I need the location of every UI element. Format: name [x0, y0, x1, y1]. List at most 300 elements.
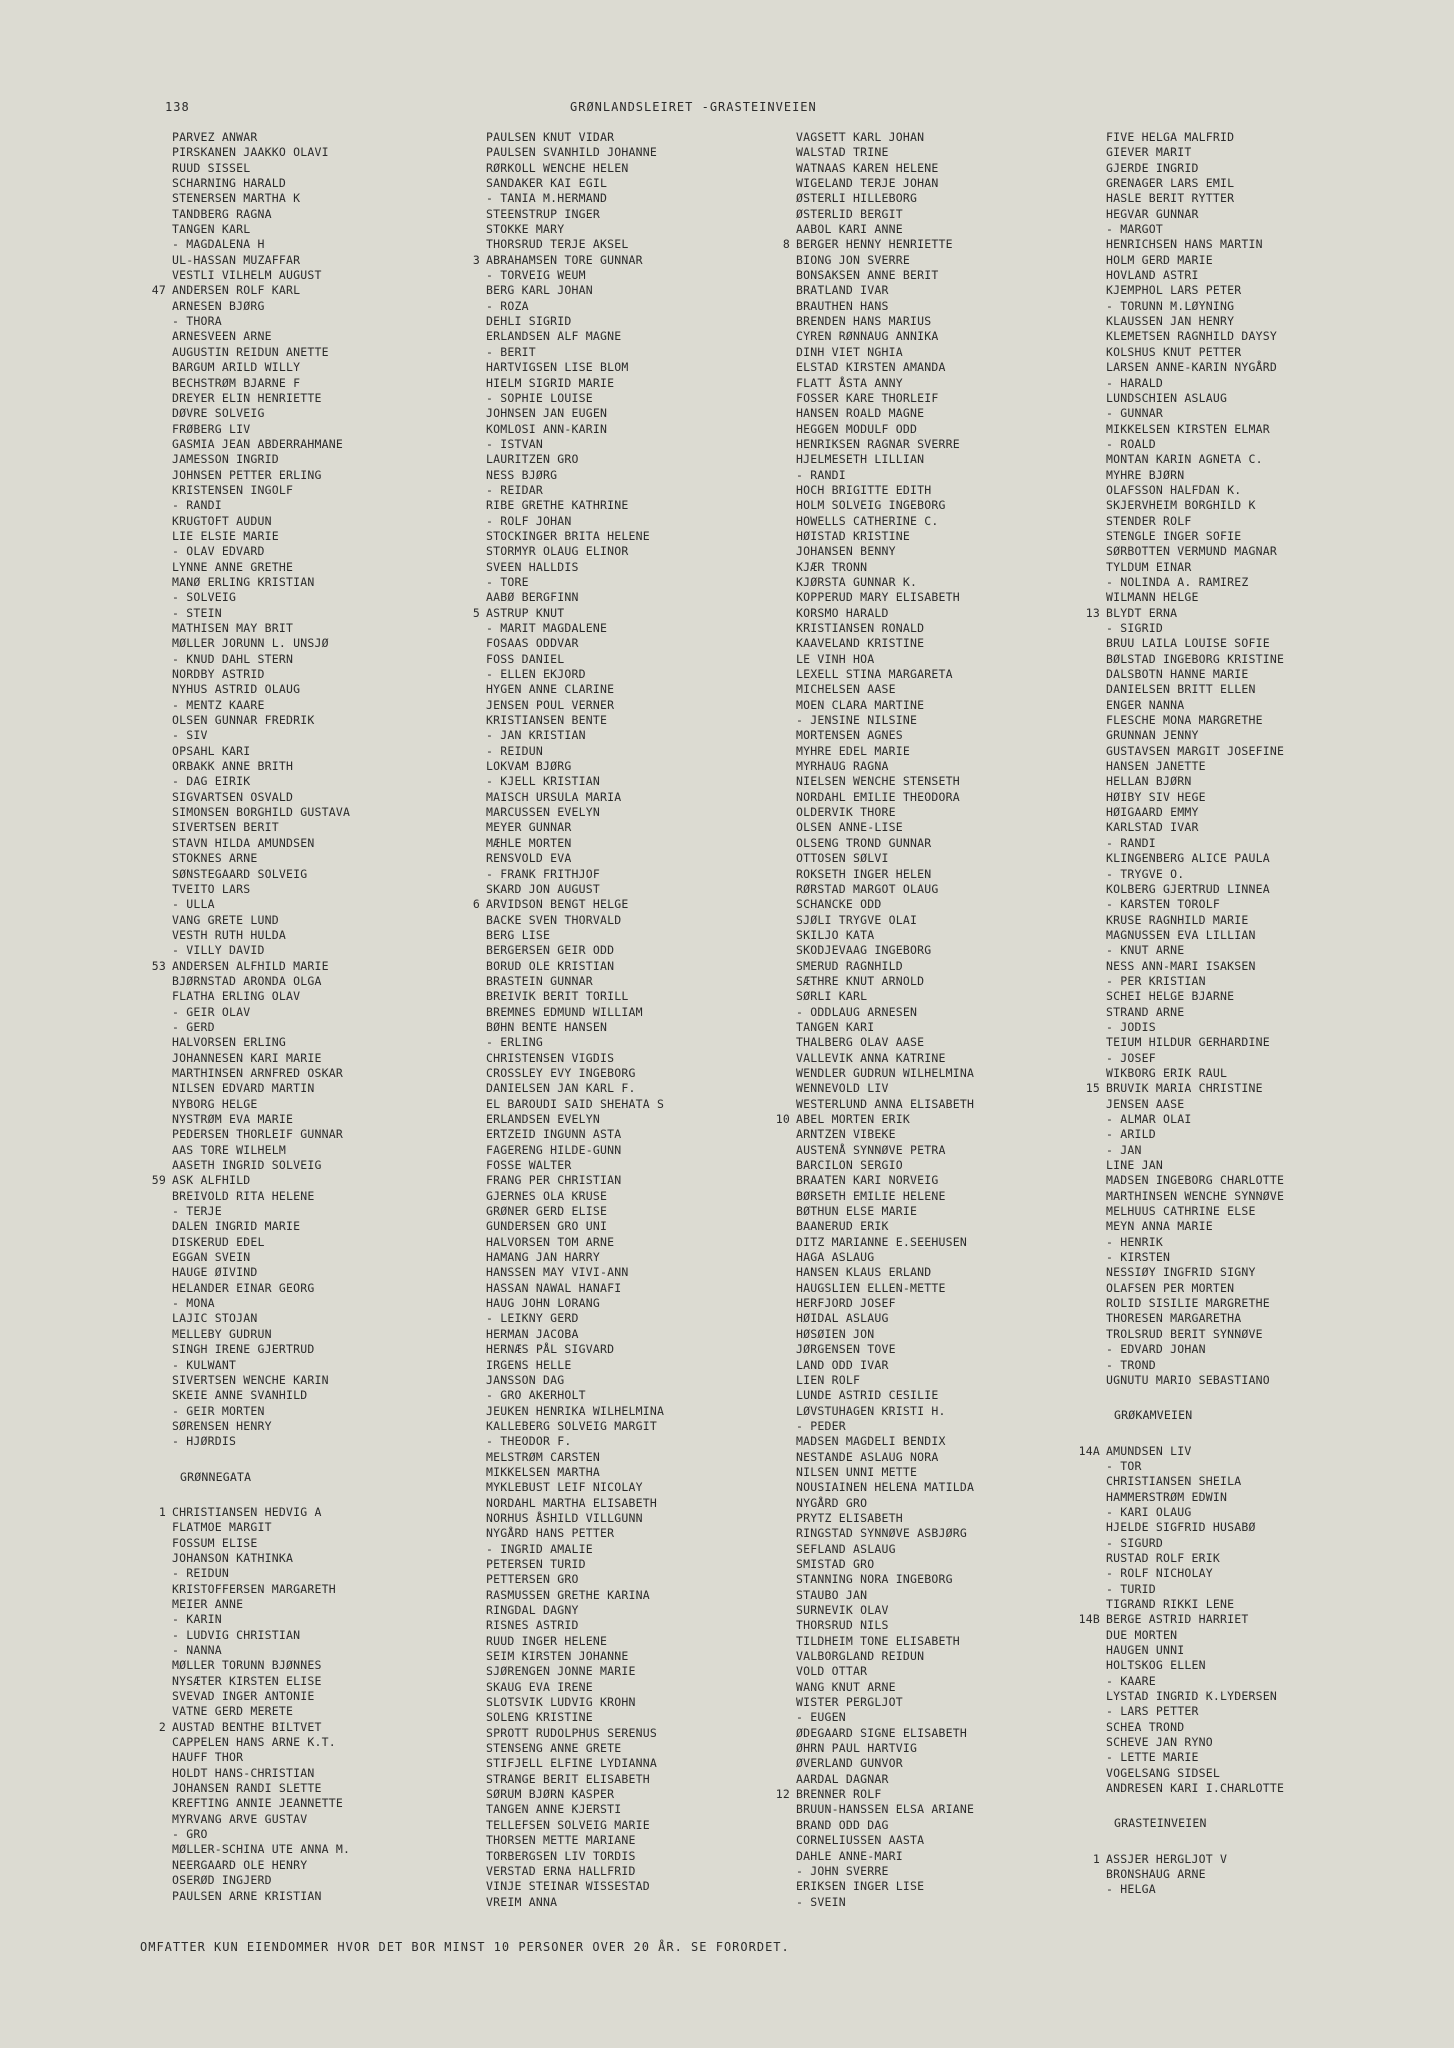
resident-name: - RANDI [796, 467, 846, 482]
resident-entry [796, 560, 1126, 575]
resident-entry [796, 483, 1126, 498]
resident-name: MELLEBY GUDRUN [172, 1326, 272, 1341]
resident-name: BAANERUD ERIK [796, 1219, 889, 1234]
resident-entry [172, 1127, 502, 1142]
resident-entry [172, 989, 502, 1004]
resident-entry [1106, 913, 1436, 928]
resident-name: HELLAN BJØRN [1106, 774, 1192, 789]
resident-name: SKJERVHEIM BORGHILD K [1106, 498, 1256, 513]
resident-entry [486, 1066, 816, 1081]
resident-entry [796, 283, 1126, 298]
resident-name: BERGE ASTRID HARRIET [1106, 1612, 1249, 1627]
resident-name: STENSENG ANNE GRETE [486, 1741, 622, 1756]
resident-entry [486, 974, 816, 989]
resident-name: TEIUM HILDUR GERHARDINE [1106, 1035, 1270, 1050]
resident-entry [1106, 1536, 1436, 1551]
resident-name: HAUGEN UNNI [1106, 1643, 1185, 1657]
resident-name: LØVSTUHAGEN KRISTI H. [796, 1403, 946, 1418]
resident-name: CHRISTENSEN VIGDIS [486, 1050, 615, 1065]
resident-entry [796, 176, 1126, 191]
resident-name: PETTERSEN GRO [486, 1572, 579, 1587]
resident-name: SVEEN HALLDIS [486, 559, 579, 574]
resident-name: - EDVARD JOHAN [1106, 1342, 1206, 1357]
resident-name: TVEITO LARS [172, 881, 251, 896]
resident-entry [1106, 345, 1436, 360]
resident-entry [796, 1588, 1126, 1603]
column-3 [775, 130, 1126, 1910]
resident-name: ANDERSEN ALFHILD MARIE [172, 958, 329, 973]
resident-name: DUE MORTEN [1106, 1627, 1178, 1642]
resident-entry [1106, 1720, 1436, 1735]
resident-name: LE VINH HOA [796, 651, 875, 666]
resident-entry [172, 590, 502, 605]
resident-entry [172, 1373, 502, 1388]
resident-entry [1106, 1520, 1436, 1535]
resident-name: VREIM ANNA [486, 1894, 558, 1909]
resident-name: SMISTAD GRO [796, 1556, 875, 1571]
resident-entry [486, 498, 816, 513]
resident-name: AARDAL DAGNAR [796, 1771, 889, 1786]
resident-name: BONSAKSEN ANNE BERIT [796, 268, 939, 283]
resident-entry [1106, 207, 1436, 222]
resident-name: - MARIT MAGDALENE [486, 621, 608, 635]
resident-entry [796, 222, 1126, 237]
resident-entry [796, 345, 1126, 360]
resident-entry [486, 636, 816, 651]
resident-name: CYREN RØNNAUG ANNIKA [796, 329, 939, 344]
resident-name: SCHARNING HARALD [172, 176, 286, 191]
resident-name: - THEODOR F. [486, 1434, 572, 1449]
resident-entry [486, 1020, 816, 1035]
resident-entry [172, 1658, 502, 1673]
resident-entry [486, 1327, 816, 1342]
resident-name: SCHEI HELGE BJARNE [1106, 989, 1235, 1004]
resident-name: KLEMETSEN RAGNHILD DAYSY [1106, 329, 1277, 344]
resident-name: BØRSETH EMILIE HELENE [796, 1188, 946, 1203]
resident-name: SØRUM BJØRN KASPER [486, 1787, 615, 1802]
resident-name: - TORE [486, 574, 529, 589]
resident-entry [172, 882, 502, 897]
spacer [1106, 1388, 1436, 1408]
resident-entry [1078, 1443, 1436, 1459]
resident-entry [472, 605, 816, 621]
resident-name: DAHLE ANNE-MARI [796, 1848, 903, 1863]
resident-entry [172, 207, 502, 222]
resident-entry [486, 1005, 816, 1020]
resident-entry [1106, 728, 1436, 743]
resident-name: - ERLING [486, 1035, 543, 1050]
resident-name: - GRO [172, 1827, 208, 1842]
resident-name: - ISTVAN [486, 436, 543, 451]
resident-entry [1106, 1173, 1436, 1188]
resident-entry [486, 1358, 816, 1373]
resident-name: KOPPERUD MARY ELISABETH [796, 590, 960, 605]
resident-name: - STEIN [172, 605, 222, 620]
resident-name: LINE JAN [1106, 1158, 1163, 1173]
resident-name: TANGEN KARI [796, 1019, 875, 1034]
resident-name: DANIELSEN JAN KARL F. [486, 1081, 636, 1096]
resident-name: VOGELSANG SIDSEL [1106, 1765, 1220, 1780]
resident-name: KORSMO HARALD [796, 605, 889, 620]
resident-entry [1106, 299, 1436, 314]
resident-entry [486, 207, 816, 222]
resident-name: ERIKSEN INGER LISE [796, 1879, 925, 1894]
resident-entry [1106, 468, 1436, 483]
resident-name: RINGDAL DAGNY [486, 1603, 579, 1617]
resident-entry [486, 1879, 816, 1894]
resident-name: JOHANSEN RANDI SLETTE [172, 1781, 322, 1796]
resident-name: WENDLER GUDRUN WILHELMINA [796, 1065, 975, 1080]
resident-name: TYLDUM EINAR [1106, 559, 1192, 574]
resident-name: SINGH IRENE GJERTRUD [172, 1342, 315, 1357]
resident-name: ABRAHAMSEN TORE GUNNAR [486, 252, 643, 267]
resident-name: MØLLER TORUNN BJØNNES [172, 1658, 322, 1673]
resident-name: MYKLEBUST LEIF NICOLAY [486, 1480, 643, 1495]
resident-entry [796, 1419, 1126, 1434]
resident-entry [172, 1873, 502, 1888]
resident-entry [796, 836, 1126, 851]
resident-entry [486, 1603, 816, 1618]
resident-name: - KARSTEN TOROLF [1106, 897, 1220, 912]
resident-entry [172, 1796, 502, 1811]
resident-entry [172, 391, 502, 406]
resident-entry [486, 1557, 816, 1572]
resident-entry [796, 1756, 1126, 1771]
resident-entry [486, 913, 816, 928]
resident-entry [172, 1674, 502, 1689]
resident-name: KOMLOSI ANN-KARIN [486, 421, 608, 436]
resident-entry [796, 1726, 1126, 1741]
resident-entry [486, 1189, 816, 1204]
house-number: 12 [775, 1787, 790, 1802]
resident-entry [172, 851, 502, 866]
resident-name: MARTHINSEN WENCHE SYNNØVE [1106, 1188, 1285, 1203]
resident-entry [1106, 391, 1436, 406]
resident-name: KRUGTOFT AUDUN [172, 513, 272, 528]
resident-entry [796, 1802, 1126, 1817]
resident-name: - TORVEIG WEUM [486, 268, 586, 283]
resident-entry [486, 959, 816, 974]
resident-entry [486, 621, 816, 636]
resident-name: JOHANSEN BENNY [796, 544, 896, 559]
resident-name: KRISTOFFERSEN MARGARETH [172, 1581, 336, 1596]
resident-name: KOLSHUS KNUT PETTER [1106, 344, 1242, 359]
resident-entry [796, 698, 1126, 713]
resident-name: - JOSEF [1106, 1050, 1156, 1065]
resident-name: THORESEN MARGARETHA [1106, 1311, 1242, 1326]
resident-entry [486, 790, 816, 805]
house-number: 13 [1085, 605, 1100, 620]
resident-name: MAGNUSSEN EVA LILLIAN [1106, 927, 1256, 942]
resident-entry [172, 145, 502, 160]
resident-entry [172, 529, 502, 544]
resident-name: BERG LISE [486, 927, 551, 942]
resident-entry [486, 836, 816, 851]
resident-name: SPROTT RUDOLPHUS SERENUS [486, 1725, 657, 1740]
resident-entry [486, 1127, 816, 1142]
house-number: 14B [1078, 1612, 1100, 1627]
resident-entry [796, 805, 1126, 820]
resident-entry [1106, 1342, 1436, 1357]
resident-entry [172, 1204, 502, 1219]
resident-name: HOLTSKOG ELLEN [1106, 1658, 1206, 1673]
resident-entry [172, 314, 502, 329]
resident-entry [1106, 1628, 1436, 1643]
resident-name: SKILJO KATA [796, 927, 875, 942]
resident-entry [1085, 605, 1436, 621]
resident-name: ASTRUP KNUT [486, 605, 565, 620]
resident-entry [1106, 667, 1436, 682]
resident-name: KLINGENBERG ALICE PAULA [1106, 851, 1270, 866]
resident-entry [1106, 943, 1436, 958]
resident-entry [172, 1051, 502, 1066]
resident-entry [486, 468, 816, 483]
resident-entry [172, 774, 502, 789]
resident-name: WALSTAD TRINE [796, 145, 889, 160]
resident-entry [172, 483, 502, 498]
resident-entry [775, 1112, 1126, 1127]
resident-name: ANDRESEN KARI I.CHARLOTTE [1106, 1781, 1285, 1796]
resident-name: ARNESEN BJØRG [172, 298, 265, 313]
resident-name: HERNÆS PÅL SIGVARD [486, 1342, 615, 1357]
resident-entry [1106, 636, 1436, 651]
resident-entry [172, 1342, 502, 1357]
resident-entry [796, 1204, 1126, 1219]
resident-entry [1106, 360, 1436, 375]
resident-entry [486, 1480, 816, 1495]
resident-entry [486, 1756, 816, 1771]
resident-entry [796, 1127, 1126, 1142]
column-4 [1078, 130, 1436, 1898]
resident-name: VERSTAD ERNA HALLFRID [486, 1863, 636, 1878]
resident-name: HALVORSEN ERLING [172, 1035, 286, 1050]
resident-name: OPSAHL KARI [172, 743, 251, 758]
resident-entry [796, 1680, 1126, 1695]
resident-entry [796, 882, 1126, 897]
resident-name: SIVERTSEN BERIT [172, 820, 279, 835]
resident-entry [796, 590, 1126, 605]
resident-entry [172, 1750, 502, 1765]
resident-name: WISTER PERGLJOT [796, 1695, 903, 1710]
resident-entry [796, 422, 1126, 437]
spacer [1106, 1832, 1436, 1852]
resident-entry [486, 713, 816, 728]
resident-name: FOSSUM ELISE [172, 1535, 258, 1550]
resident-entry [486, 1680, 816, 1695]
resident-name: AABØ BERGFINN [486, 590, 579, 605]
resident-entry [1106, 836, 1436, 851]
resident-entry [796, 943, 1126, 958]
street-name: GRØNNEGATA [180, 1469, 252, 1484]
house-number: 2 [158, 1719, 166, 1734]
resident-entry [486, 483, 816, 498]
resident-entry [1092, 1851, 1436, 1867]
resident-name: BERGERSEN GEIR ODD [486, 943, 615, 958]
resident-name: FLATT ÅSTA ANNY [796, 375, 903, 390]
resident-entry [172, 1189, 502, 1204]
resident-name: VALBORGLAND REIDUN [796, 1649, 925, 1664]
resident-name: THORSEN METTE MARIANE [486, 1833, 636, 1848]
resident-name: - FRANK FRITHJOF [486, 866, 600, 881]
resident-entry [158, 1504, 502, 1520]
resident-entry [172, 1536, 502, 1551]
resident-name: SJØRENGEN JONNE MARIE [486, 1664, 636, 1679]
resident-entry [1106, 1097, 1436, 1112]
resident-entry [1078, 1612, 1436, 1627]
resident-entry [1106, 1490, 1436, 1505]
resident-name: LARSEN ANNE-KARIN NYGÅRD [1106, 360, 1277, 375]
resident-entry [486, 314, 816, 329]
resident-name: SKAUG EVA IRENE [486, 1679, 593, 1694]
resident-entry [796, 299, 1126, 314]
resident-entry [796, 1020, 1126, 1035]
resident-name: BRASTEIN GUNNAR [486, 973, 593, 988]
resident-name: LAURITZEN GRO [486, 452, 579, 467]
resident-entry [172, 621, 502, 636]
resident-entry [172, 1081, 502, 1096]
resident-name: BRONSHAUG ARNE [1106, 1867, 1206, 1882]
resident-entry [796, 1526, 1126, 1541]
resident-entry [472, 252, 816, 268]
resident-entry [172, 1566, 502, 1581]
resident-name: HØIDAL ASLAUG [796, 1311, 889, 1326]
resident-name: SKEIE ANNE SVANHILD [172, 1388, 308, 1403]
resident-name: - ODDLAUG ARNESEN [796, 1004, 918, 1019]
resident-name: WANG KNUT ARNE [796, 1679, 896, 1694]
resident-entry [486, 1496, 816, 1511]
resident-entry [796, 360, 1126, 375]
resident-entry [486, 1864, 816, 1879]
resident-entry [1106, 974, 1436, 989]
resident-name: - ALMAR OLAI [1106, 1112, 1192, 1126]
resident-name: - REIDUN [486, 743, 543, 758]
resident-name: - TOR [1106, 1458, 1142, 1473]
resident-entry [1106, 1127, 1436, 1142]
resident-entry [172, 836, 502, 851]
resident-name: HOVLAND ASTRI [1106, 268, 1199, 283]
resident-entry [486, 422, 816, 437]
resident-entry [1106, 590, 1436, 605]
resident-name: ERTZEID INGUNN ASTA [486, 1127, 622, 1142]
resident-name: HANSEN ROALD MAGNE [796, 406, 925, 421]
resident-entry [796, 1311, 1126, 1326]
resident-name: FAGERENG HILDE-GUNN [486, 1142, 622, 1157]
resident-name: BERGER HENNY HENRIETTE [796, 237, 953, 252]
resident-entry [486, 1081, 816, 1096]
resident-name: MOEN CLARA MARTINE [796, 697, 925, 712]
resident-entry [486, 943, 816, 958]
resident-entry [1106, 1204, 1436, 1219]
resident-name: BREIVIK BERIT TORILL [486, 989, 629, 1004]
resident-name: BRATLAND IVAR [796, 283, 889, 298]
resident-name: - JENSINE NILSINE [796, 713, 918, 728]
resident-name: MAISCH URSULA MARIA [486, 789, 622, 804]
resident-name: BRUUN-HANSSEN ELSA ARIANE [796, 1802, 975, 1817]
resident-name: NOUSIAINEN HELENA MATILDA [796, 1480, 975, 1495]
resident-name: RENSVOLD EVA [486, 851, 572, 866]
resident-name: FRØBERG LIV [172, 421, 251, 436]
resident-entry [796, 851, 1126, 866]
resident-name: LUNDSCHIEN ASLAUG [1106, 390, 1228, 405]
resident-name: SÆTHRE KNUT ARNOLD [796, 973, 925, 988]
resident-name: NILSEN UNNI METTE [796, 1464, 918, 1479]
resident-entry [796, 268, 1126, 283]
resident-name: - ROLF JOHAN [486, 513, 572, 528]
resident-name: RUUD SISSEL [172, 160, 251, 175]
resident-entry [1106, 1658, 1436, 1673]
resident-name: RØRSTAD MARGOT OLAUG [796, 881, 939, 896]
resident-entry [1106, 682, 1436, 697]
resident-name: - NANNA [172, 1643, 222, 1657]
resident-entry [486, 1204, 816, 1219]
resident-name: GIEVER MARIT [1106, 145, 1192, 160]
resident-name: MØLLER JORUNN L. UNSJØ [172, 636, 329, 651]
resident-name: BORUD OLE KRISTIAN [486, 958, 615, 973]
resident-entry [1106, 253, 1436, 268]
resident-name: - ARILD [1106, 1127, 1156, 1142]
resident-entry [796, 728, 1126, 743]
resident-name: AUSTENÅ SYNNØVE PETRA [796, 1142, 946, 1157]
resident-name: - TANIA M.HERMAND [486, 191, 608, 206]
resident-name: GASMIA JEAN ABDERRAHMANE [172, 436, 343, 451]
resident-entry [486, 882, 816, 897]
resident-name: NYGÅRD GRO [796, 1495, 868, 1510]
resident-name: LAND ODD IVAR [796, 1357, 889, 1372]
resident-entry [1106, 698, 1436, 713]
resident-entry [486, 514, 816, 529]
resident-name: HOLDT HANS-CHRISTIAN [172, 1765, 315, 1780]
resident-entry [172, 1066, 502, 1081]
resident-name: SCHEVE JAN RYNO [1106, 1735, 1213, 1750]
resident-name: AABOL KARI ANNE [796, 222, 903, 237]
resident-name: HOWELLS CATHERINE C. [796, 513, 939, 528]
spacer [1106, 1796, 1436, 1816]
resident-name: SIVERTSEN WENCHE KARIN [172, 1372, 329, 1387]
resident-name: ARNTZEN VIBEKE [796, 1127, 896, 1142]
resident-entry [796, 1404, 1126, 1419]
resident-entry [1106, 314, 1436, 329]
resident-entry [172, 575, 502, 590]
resident-entry [796, 145, 1126, 160]
resident-name: CHRISTIANSEN SHEILA [1106, 1474, 1242, 1489]
resident-entry [172, 1296, 502, 1311]
resident-entry [1106, 805, 1436, 820]
resident-entry [796, 928, 1126, 943]
resident-name: KJEMPHOL LARS PETER [1106, 283, 1242, 298]
resident-entry [796, 913, 1126, 928]
resident-name: RIBE GRETHE KATHRINE [486, 498, 629, 513]
resident-entry [1106, 1505, 1436, 1520]
resident-name: BRUU LAILA LOUISE SOFIE [1106, 636, 1270, 651]
resident-name: VATNE GERD MERETE [172, 1704, 294, 1719]
resident-entry [796, 1388, 1126, 1403]
resident-name: JOHNSEN PETTER ERLING [172, 467, 322, 482]
resident-entry [1106, 1766, 1436, 1781]
resident-name: PAULSEN ARNE KRISTIAN [172, 1888, 322, 1903]
resident-name: AUGUSTIN REIDUN ANETTE [172, 344, 329, 359]
resident-entry [172, 360, 502, 375]
resident-entry [486, 161, 816, 176]
resident-entry [172, 698, 502, 713]
resident-name: GUSTAVSEN MARGIT JOSEFINE [1106, 743, 1285, 758]
resident-name: BERG KARL JOHAN [486, 283, 593, 298]
resident-entry [796, 1219, 1126, 1234]
house-number: 10 [775, 1112, 790, 1126]
resident-name: TELLEFSEN SOLVEIG MARIE [486, 1817, 650, 1832]
resident-name: STRAND ARNE [1106, 1004, 1185, 1019]
resident-name: NYSTRØM EVA MARIE [172, 1112, 294, 1126]
resident-name: ORBAKK ANNE BRITH [172, 759, 294, 774]
